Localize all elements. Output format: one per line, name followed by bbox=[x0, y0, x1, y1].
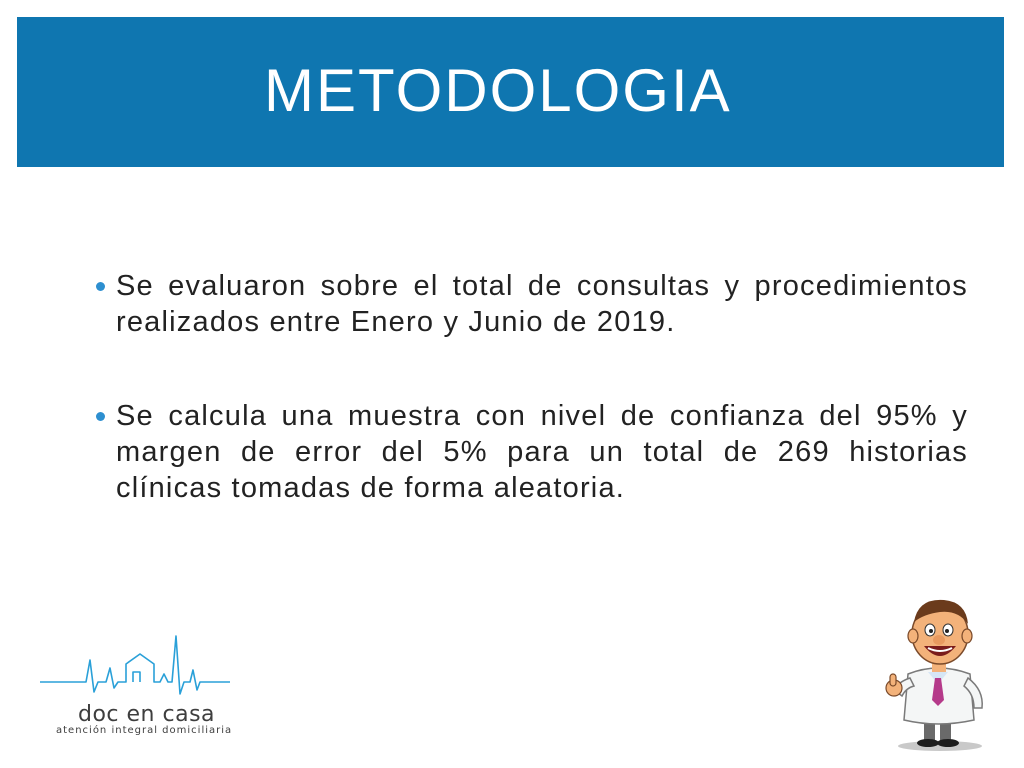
bullet-text: Se evaluaron sobre el total de consultas y procedimientos realizados entre Enero y Junio de 2019. bbox=[116, 270, 968, 338]
logo-tagline: atención integral domiciliaria bbox=[56, 725, 233, 736]
bullet-dot-icon bbox=[96, 282, 105, 291]
doctor-thumbs-up-illustration bbox=[878, 592, 998, 752]
logo-name: doc en casa bbox=[78, 702, 216, 727]
bullet-item bbox=[96, 268, 968, 340]
bullet-item bbox=[96, 398, 968, 506]
heartbeat-house-icon bbox=[40, 630, 230, 702]
title-bar bbox=[17, 17, 1004, 167]
bullet-text: Se calcula una muestra con nivel de confianza del 95% y margen de error del 5% para un total de 269 historias clínicas tomadas de forma aleatoria. bbox=[116, 400, 968, 504]
bullet-dot-icon bbox=[96, 412, 105, 421]
doc-en-casa-logo bbox=[40, 630, 233, 742]
bullet-list bbox=[96, 268, 968, 564]
page-title: METODOLOGIA bbox=[264, 57, 732, 124]
